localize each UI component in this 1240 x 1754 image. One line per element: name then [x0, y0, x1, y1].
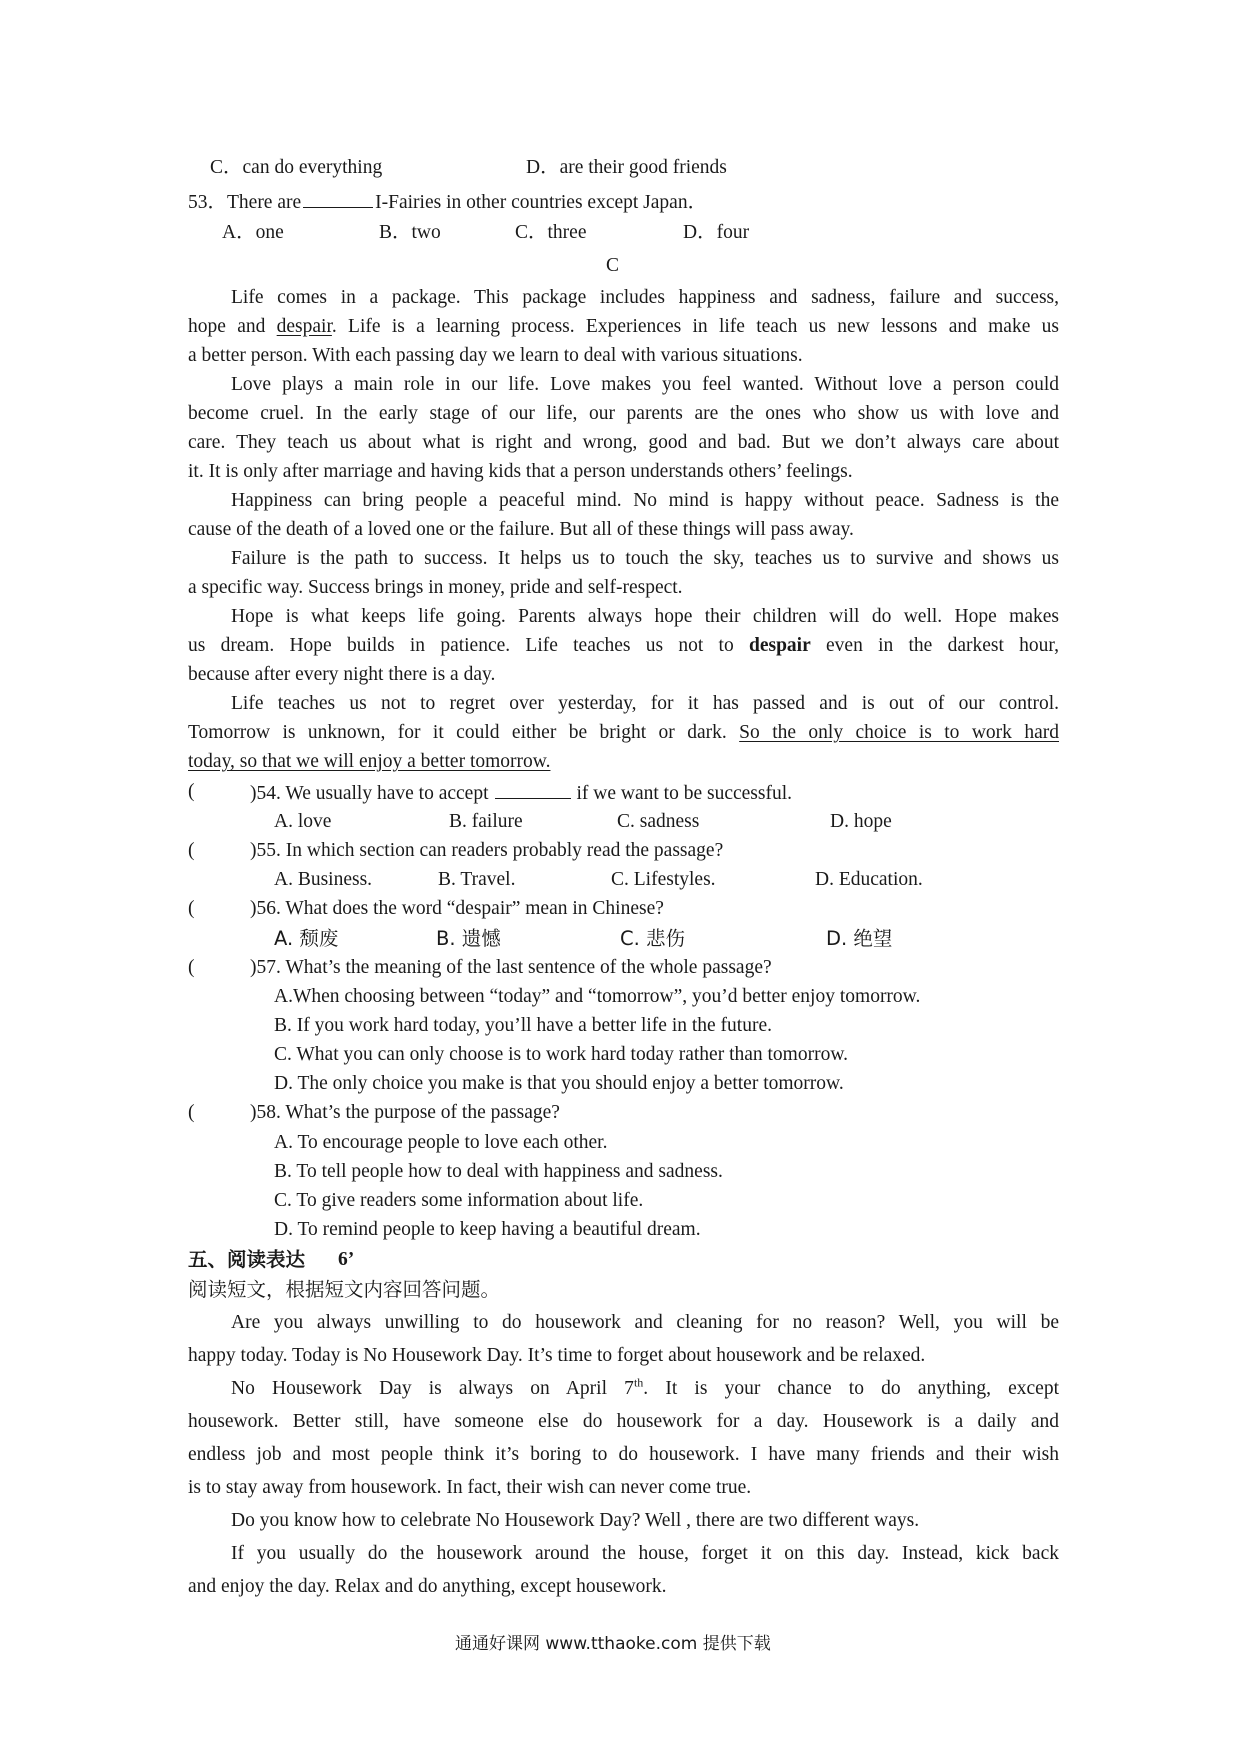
section5-p3-line1: Do you know how to celebrate No Housework Day? Well , there are two different ways.: [231, 1510, 920, 1531]
passage-p5-line2: [188, 634, 1059, 658]
q53-option-b: B．two: [379, 222, 441, 243]
text-segment: us dream. Hope builds in patience. Life teaches us not to: [188, 635, 749, 656]
q53-stem: [188, 189, 707, 215]
section5-p2-line1: [231, 1377, 1059, 1401]
passage-p1-line3: a better person. With each passing day we learn to deal with various situations.: [188, 345, 803, 366]
q55-option-d: D. Education.: [815, 869, 923, 890]
q54-option-d: D. hope: [830, 811, 892, 832]
q57-option-c: C. What you can only choose is to work hard today rather than tomorrow.: [274, 1044, 849, 1065]
section5-p2-line4: is to stay away from housework. In fact, their wish can never come true.: [188, 1477, 752, 1498]
answer-blank: [495, 780, 571, 799]
q58-option-b: B. To tell people how to deal with happiness and sadness.: [274, 1161, 723, 1182]
q53-option-c: C．three: [515, 222, 587, 243]
q56-option-b: B. 遗憾: [436, 927, 501, 950]
q54-paren: (: [188, 781, 195, 802]
text-segment: hope and: [188, 316, 277, 337]
section5-instruction: 阅读短文，根据短文内容回答问题。: [188, 1278, 501, 1301]
text-segment: )54. We usually have to accept: [250, 783, 489, 804]
section5-p2-line2: housework. Better still, have someone else do housework for a day. Housework is a daily and: [188, 1411, 1059, 1432]
passage-p1-line2: [188, 315, 1059, 339]
passage-p6-line1: Life teaches us not to regret over yesterday, for it has passed and is out of our control.: [231, 693, 1059, 714]
text-segment: No Housework Day is always on April 7: [231, 1378, 634, 1399]
q53-stem-end: I-Fairies in other countries except Japan．: [375, 192, 708, 213]
q55-option-a: A. Business.: [274, 869, 373, 890]
q53-option-a: A．one: [222, 222, 284, 243]
q56-paren: (: [188, 898, 195, 919]
passage-p2-line1: Love plays a main role in our life. Love makes you feel wanted. Without love a person could: [231, 374, 1059, 395]
passage-p2-line2: become cruel. In the early stage of our life, our parents are the ones who show us with love and: [188, 403, 1059, 424]
passage-p4-line2: a specific way. Success brings in money, pride and self-respect.: [188, 577, 683, 598]
q54-stem: [250, 780, 792, 806]
passage-p5-line3: because after every night there is a day.: [188, 664, 496, 685]
q58-option-a: A. To encourage people to love each other.: [274, 1132, 608, 1153]
underlined-sentence: So the only choice is to work hard: [739, 722, 1059, 743]
text-segment: . It is your chance to do anything, except: [643, 1378, 1059, 1399]
underlined-word: despair: [276, 316, 332, 337]
section5-title: 五、阅读表达: [188, 1248, 306, 1271]
q52-option-d: D．are their good friends: [526, 157, 727, 178]
page-footer: 通通好课网 www.tthaoke.com 提供下载: [455, 1634, 771, 1654]
q57-option-d: D. The only choice you make is that you should enjoy a better tomorrow.: [274, 1073, 844, 1094]
section5-p2-line3: endless job and most people think it’s boring to do housework. I have many friends and their wish: [188, 1444, 1059, 1465]
section5-p4-line1: If you usually do the housework around the house, forget it on this day. Instead, kick back: [231, 1543, 1059, 1564]
answer-blank: [303, 189, 373, 208]
q53-stem-start: 53．There are: [188, 192, 302, 213]
q55-option-c: C. Lifestyles.: [611, 869, 716, 890]
text-segment: even in the darkest hour,: [810, 635, 1059, 656]
q58-option-d: D. To remind people to keep having a beautiful dream.: [274, 1219, 701, 1240]
q57-stem: )57. What’s the meaning of the last sentence of the whole passage?: [250, 957, 772, 978]
passage-p1-line1: Life comes in a package. This package includes happiness and sadness, failure and success,: [231, 287, 1059, 308]
passage-p4-line1: Failure is the path to success. It helps us to touch the sky, teaches us to survive and shows us: [231, 548, 1059, 569]
q58-option-c: C. To give readers some information about life.: [274, 1190, 644, 1211]
text-segment: if we want to be successful.: [576, 783, 793, 804]
passage-p2-line4: it. It is only after marriage and having kids that a person understands others’ feelings.: [188, 461, 853, 482]
section5-p1-line2: happy today. Today is No Housework Day. It’s time to forget about housework and be relaxed.: [188, 1345, 926, 1366]
q53-option-d: D．four: [683, 222, 750, 243]
q56-option-c: C. 悲伤: [620, 927, 686, 950]
q55-option-b: B. Travel.: [438, 869, 516, 890]
q58-stem: )58. What’s the purpose of the passage?: [250, 1102, 560, 1123]
q56-stem: )56. What does the word “despair” mean in Chinese?: [250, 898, 664, 919]
q57-paren: (: [188, 957, 195, 978]
q54-option-b: B. failure: [449, 811, 523, 832]
section-c-heading: C: [606, 255, 620, 276]
passage-p6-line3: today, so that we will enjoy a better tomorrow.: [188, 751, 551, 772]
passage-p3-line1: Happiness can bring people a peaceful mind. No mind is happy without peace. Sadness is the: [231, 490, 1059, 511]
q58-paren: (: [188, 1102, 195, 1123]
section5-score: 6’: [338, 1249, 355, 1270]
passage-p5-line1: Hope is what keeps life going. Parents always hope their children will do well. Hope makes: [231, 606, 1059, 627]
passage-p2-line3: care. They teach us about what is right and wrong, good and bad. But we don’t always care about: [188, 432, 1059, 453]
q57-option-b: B. If you work hard today, you’ll have a better life in the future.: [274, 1015, 772, 1036]
q52-option-c: C．can do everything: [210, 157, 383, 178]
passage-p3-line2: cause of the death of a loved one or the failure. But all of these things will pass away.: [188, 519, 854, 540]
superscript: th: [633, 1375, 644, 1390]
q54-option-c: C. sadness: [617, 811, 700, 832]
text-segment: Tomorrow is unknown, for it could either be bright or dark.: [188, 722, 740, 743]
q56-option-a: A. 颓废: [274, 927, 339, 950]
q54-option-a: A. love: [274, 811, 332, 832]
q57-option-a: A.When choosing between “today” and “tomorrow”, you’d better enjoy tomorrow.: [274, 986, 921, 1007]
q56-option-d: D. 绝望: [826, 927, 893, 950]
section5-p4-line2: and enjoy the day. Relax and do anything, except housework.: [188, 1576, 667, 1597]
text-segment: . Life is a learning process. Experiences in life teach us new lessons and make us: [331, 316, 1059, 337]
bold-word: despair: [748, 635, 811, 656]
section5-p1-line1: Are you always unwilling to do housework and cleaning for no reason? Well, you will be: [231, 1312, 1059, 1333]
q55-paren: (: [188, 840, 195, 861]
passage-p6-line2: [188, 721, 1059, 745]
q55-stem: )55. In which section can readers probably read the passage?: [250, 840, 724, 861]
